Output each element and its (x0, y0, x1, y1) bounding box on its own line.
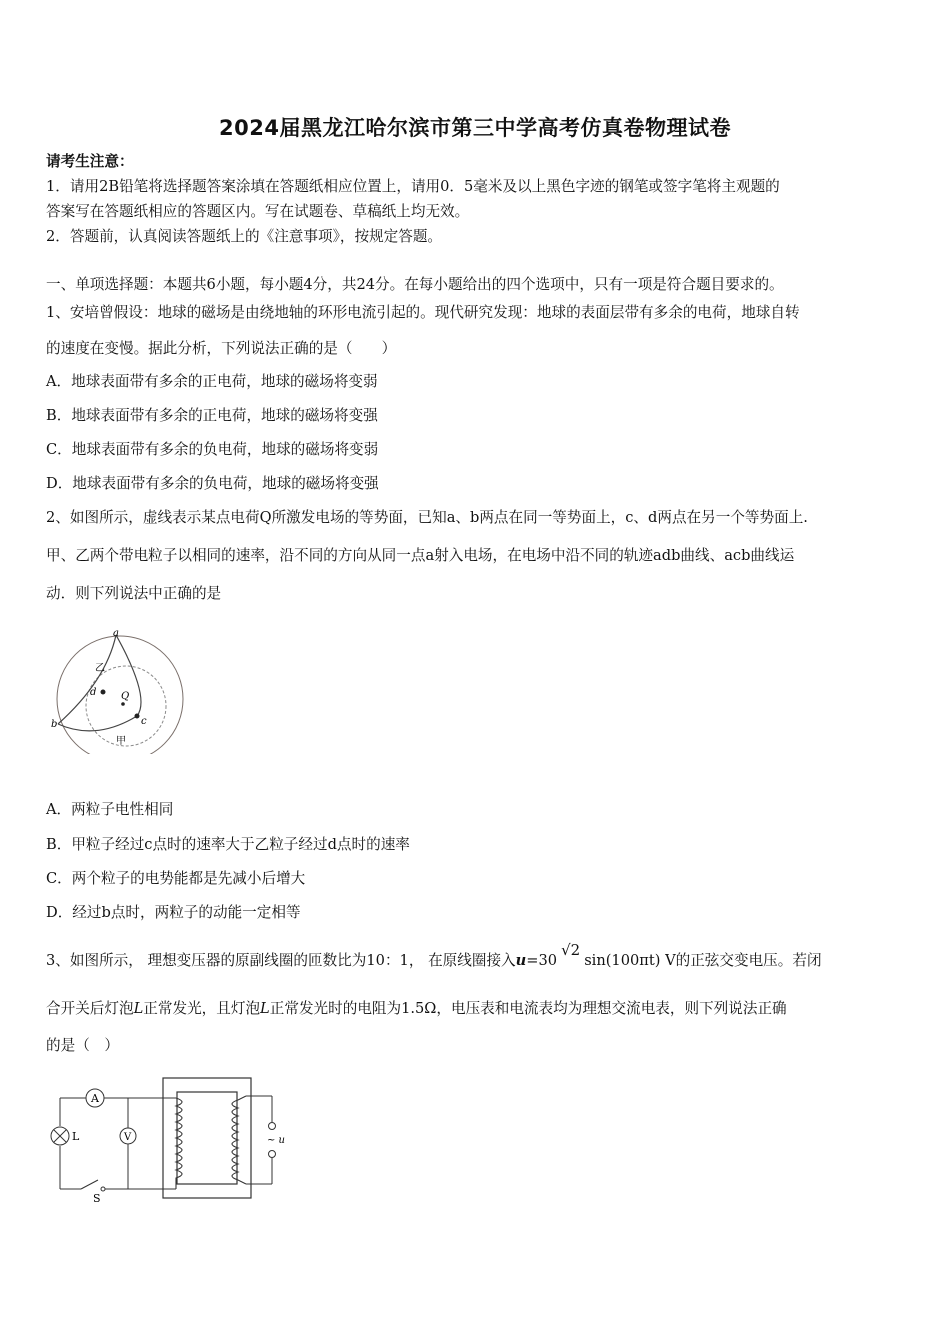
trajectory-adb (58, 635, 116, 724)
q3-stem-b-post: 正常发光时的电阻为1.5Ω，电压表和电流表均为理想交流电表，则下列说法正确 (269, 1000, 787, 1017)
label-source: ~ u (267, 1135, 285, 1146)
q3-stem-b (46, 999, 787, 1019)
q1-stem-a: 1、安培曾假设：地球的磁场是由绕地轴的环形电流引起的。现代研究发现：地球的表面层带有多余的电荷，地球自转 (46, 304, 800, 321)
q3-stem-b-pre: 合开关后灯泡 (46, 1000, 134, 1017)
q2-stem-c: 动．则下列说法中正确的是 (46, 585, 222, 602)
q1-stem-b: 的速度在变慢。据此分析，下列说法正确的是（ ） (46, 340, 397, 357)
label-yi: 乙 (95, 663, 105, 674)
q2-option-a: A．两粒子电性相同 (46, 801, 174, 818)
label-jia: 甲 (116, 736, 126, 747)
switch-icon (101, 1187, 105, 1191)
label-b: b (51, 719, 58, 730)
notice-item-2: 2．答题前，认真阅读答题纸上的《注意事项》，按规定答题。 (46, 228, 443, 245)
q1-option-c: C．地球表面带有多余的负电荷，地球的磁场将变弱 (46, 441, 379, 458)
q3-l2: L (260, 1000, 270, 1017)
label-d: d (90, 687, 97, 698)
primary-coil (232, 1096, 246, 1184)
label-q: Q (121, 691, 130, 702)
q3-stem-a-post: sin(100πt) V的正弦交变电压。若闭 (584, 952, 822, 969)
q3-sqrt: √2 (561, 941, 581, 959)
transformer-circuit-figure (46, 1076, 306, 1204)
q3-stem-a-pre: 3、如图所示， 理想变压器的原副线圈的匝数比为10：1， 在原线圈接入 (46, 952, 516, 969)
notice-heading: 请考生注意： (46, 153, 134, 170)
q3-stem-c: 的是（ ） (46, 1037, 119, 1054)
terminal-bottom (269, 1151, 276, 1158)
label-switch: S (93, 1192, 101, 1204)
point-c (135, 714, 140, 719)
q2-stem-b: 甲、乙两个带电粒子以相同的速率，沿不同的方向从同一点a射入电场，在电场中沿不同的轨迹adb曲线、acb曲线运 (46, 547, 795, 564)
point-d (101, 690, 106, 695)
q3-stem-b-mid: 正常发光，且灯泡 (143, 1000, 261, 1017)
q2-stem-a: 2、如图所示，虚线表示某点电荷Q所激发电场的等势面，已知a、b两点在同一等势面上，c、d两点在另一个等势面上. (46, 509, 808, 526)
q3-l1: L (133, 1000, 144, 1017)
q2-option-d: D．经过b点时，两粒子的动能一定相等 (46, 904, 301, 921)
label-ammeter: A (91, 1092, 99, 1105)
q2-option-c: C．两个粒子的电势能都是先减小后增大 (46, 870, 306, 887)
q2-option-b: B．甲粒子经过c点时的速率大于乙粒子经过d点时的速率 (46, 836, 410, 853)
q3-stem-a-eq: =30 (526, 952, 558, 969)
label-lamp: L (72, 1130, 80, 1143)
q3-u-var: u (515, 952, 527, 969)
trajectory-acb (58, 635, 141, 731)
terminal-top (269, 1123, 276, 1130)
notice-item-1b: 答案写在答题纸相应的答题区内。写在试题卷、草稿纸上均无效。 (46, 203, 470, 220)
point-q (121, 702, 125, 706)
q1-option-d: D．地球表面带有多余的负电荷，地球的磁场将变强 (46, 475, 379, 492)
q1-option-a: A．地球表面带有多余的正电荷，地球的磁场将变弱 (46, 373, 378, 390)
q3-stem-a (46, 941, 822, 971)
q1-option-b: B．地球表面带有多余的正电荷，地球的磁场将变强 (46, 407, 378, 424)
equipotential-figure (46, 626, 194, 754)
transformer-core-inner (177, 1092, 237, 1184)
label-a: a (113, 628, 119, 639)
section-heading: 一、单项选择题：本题共6小题，每小题4分，共24分。在每小题给出的四个选项中，只有一项是符合题目要求的。 (46, 276, 784, 293)
notice-item-1a: 1．请用2B铅笔将选择题答案涂填在答题纸相应位置上，请用0．5毫米及以上黑色字迹的钢笔或签字笔将主观题的 (46, 178, 780, 195)
label-voltmeter: V (124, 1132, 132, 1143)
label-c: c (141, 716, 147, 727)
page-title: 2024届黑龙江哈尔滨市第三中学高考仿真卷物理试卷 (219, 116, 731, 140)
